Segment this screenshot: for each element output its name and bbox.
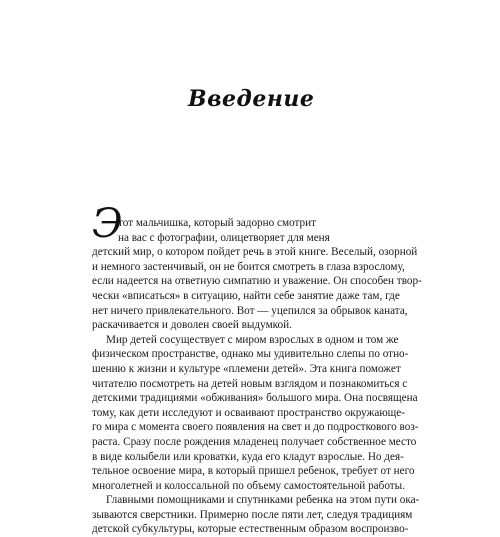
text-line: шению к жизни и культуре «племени детей». Эта книга поможет	[92, 362, 401, 375]
paragraph-1	[92, 216, 422, 333]
text-line: тот мальчишка, который задорно смотрит	[118, 217, 316, 229]
text-line: нет ничего привлекательного. Вот — уцепился за обрывок каната,	[92, 304, 408, 317]
text-line: тому, как дети исследуют и осваивают пространство окружающе-	[92, 406, 405, 419]
body-text	[92, 216, 422, 537]
text-line: чески «вписаться» в ситуацию, найти себе занятие даже там, где	[92, 289, 400, 302]
text-line: физическом пространстве, однако мы удивительно слепы по отно-	[92, 348, 409, 361]
paragraph-2	[92, 333, 419, 494]
text-line: на вас с фотографии, олицетворяет для меня	[118, 231, 330, 244]
text-line: Мир детей сосуществует с миром взрослых в одном и том же	[106, 333, 399, 346]
text-line: детской субкультуры, которые естественным образом воспроизво-	[92, 523, 409, 536]
text-line: раста. Сразу после рождения младенец получает собственное место	[92, 435, 417, 448]
text-line: зываются сверстники. Примерно после пяти лет, следуя традициям	[92, 508, 413, 521]
text-line: если надеется на ответную симпатию и уважение. Он способен твор-	[92, 275, 422, 288]
text-line: и немного застенчивый, он не боится смотреть в глаза взрослому,	[92, 260, 405, 273]
text-line: детский мир, о котором пойдет речь в этой книге. Веселый, озорной	[92, 246, 418, 259]
text-line: Главными помощниками и спутниками ребенка на этом пути ока-	[106, 494, 420, 507]
text-line: многолетней и колоссальной по объему самостоятельной работы.	[92, 479, 405, 492]
text-line: читателю посмотреть на детей новым взглядом и познакомиться с	[92, 377, 408, 390]
text-line: го мира с момента своего появления на свет и до подросткового воз-	[92, 421, 419, 434]
chapter-title: Введение	[188, 86, 315, 112]
text-line: детскими традициями «обживания» большого мира. Она посвящена	[92, 392, 418, 405]
text-line: тельное освоение мира, в который пришел ребенок, требует от него	[92, 465, 415, 478]
text-line: в виде колыбели или кроватки, куда его кладут взрослые. Но дея-	[92, 450, 404, 463]
drop-cap: Э	[92, 201, 123, 247]
text-line: раскачивается и доволен своей выдумкой.	[92, 319, 292, 332]
